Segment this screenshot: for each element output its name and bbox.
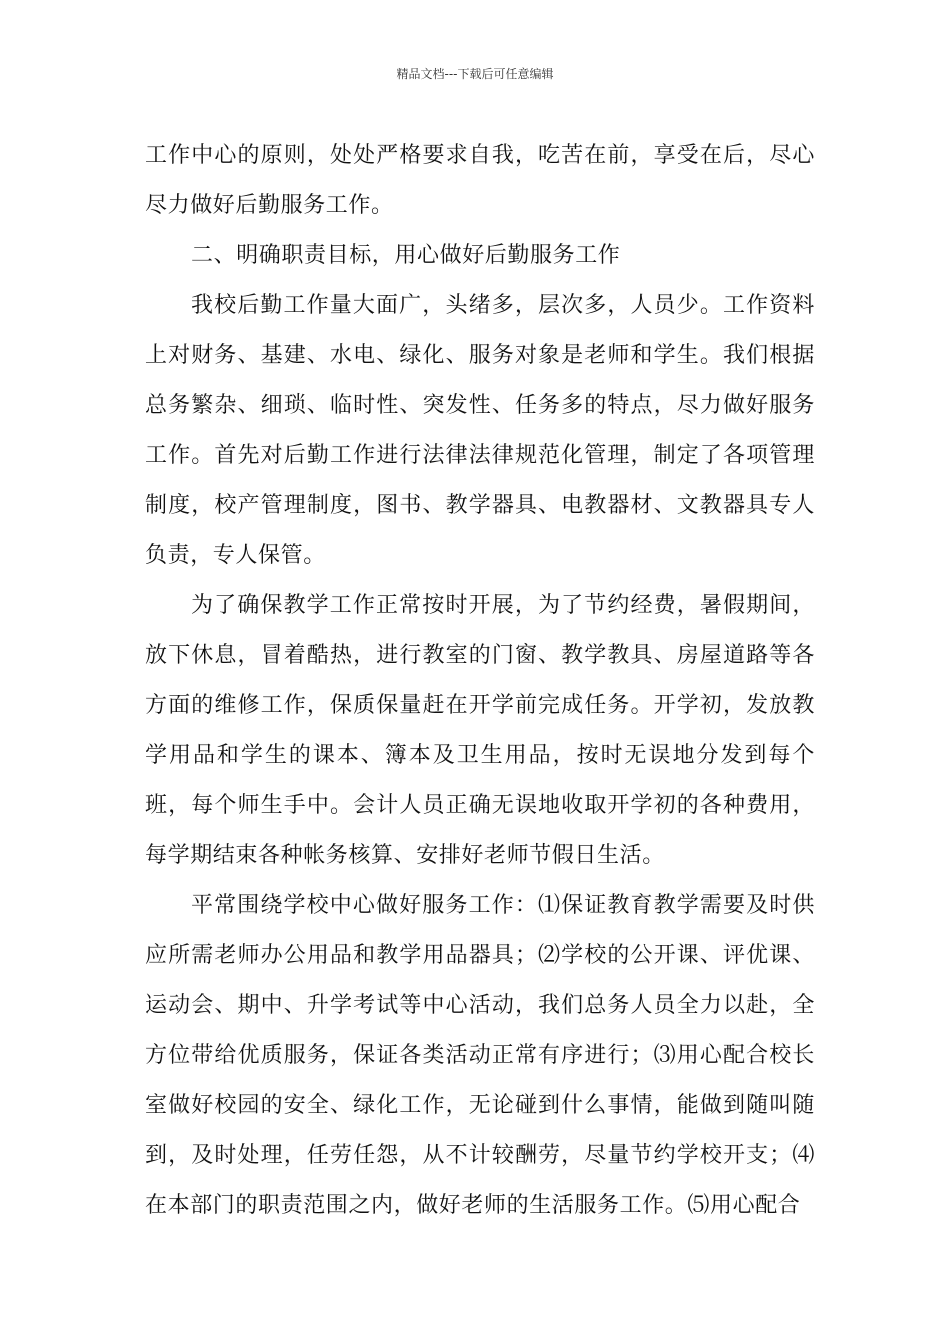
section-heading: 二、明确职责目标，用心做好后勤服务工作 bbox=[191, 243, 621, 268]
paragraph-daily: 平常围绕学校中心做好服务工作：⑴保证教育教学需要及时供应所需老师办公用品和教学用品器具；⑵学校的公开课、评优课、运动会、期中、升学考试等中心活动，我们总务人员全力以赴，全方位带给优质服务，保证各类活动正常有序进行；⑶用心配合校长室做好校园的安全、绿化工作，无论碰到什么事情，能做到随叫随到，及时处理，任劳任怨，从不计较酬劳，尽量节约学校开支；⑷在本部门的职责范围之内，做好老师的生活服务工作。⑸用心配合 bbox=[145, 893, 815, 1218]
paragraph-summer: 为了确保教学工作正常按时开展，为了节约经费，暑假期间，放下休息，冒着酷热，进行教室的门窗、教学教具、房屋道路等各方面的维修工作，保质保量赶在开学前完成任务。开学初，发放教学用品和学生的课本、簿本及卫生用品，按时无误地分发到每个班，每个师生手中。会计人员正确无误地收取开学初的各种费用，每学期结束各种帐务核算、安排好老师节假日生活。 bbox=[145, 593, 815, 868]
page-header: 精品文档---下载后可任意编辑 bbox=[396, 67, 554, 81]
document-body bbox=[145, 131, 815, 1231]
paragraph-workload: 我校后勤工作量大面广，头绪多，层次多，人员少。工作资料上对财务、基建、水电、绿化、服务对象是老师和学生。我们根据总务繁杂、细琐、临时性、突发性、任务多的特点，尽力做好服务工作。首先对后勤工作进行法律法律规范化管理，制定了各项管理制度，校产管理制度，图书、教学器具、电教器材、文教器具专人负责，专人保管。 bbox=[145, 293, 815, 568]
paragraph-continuation: 工作中心的原则，处处严格要求自我，吃苦在前，享受在后，尽心尽力做好后勤服务工作。 bbox=[145, 143, 815, 218]
